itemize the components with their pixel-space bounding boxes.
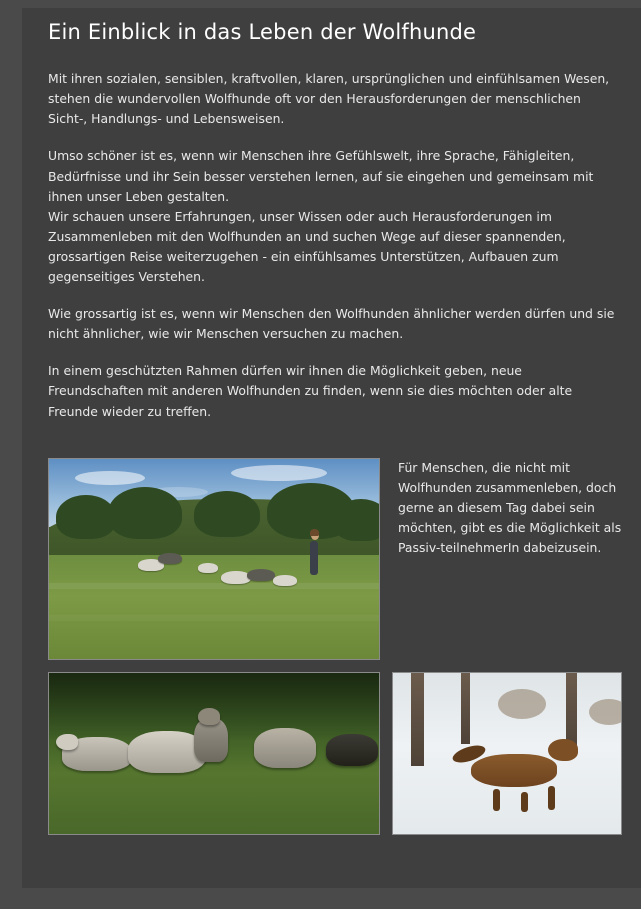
dog-figure xyxy=(273,575,297,586)
article-text-block xyxy=(48,20,618,439)
grass-band xyxy=(49,583,379,589)
dog-figure xyxy=(158,553,182,564)
photo-wolfdog-snow xyxy=(392,672,622,835)
paragraph-1: Mit ihren sozialen, sensiblen, kraftvollen, klaren, ursprünglichen und einfühlsamen Wesen, stehen die wundervollen Wolfhunde oft vor den Herausforderungen der menschlichen Sicht-, Handlungs- und Lebensweisen. xyxy=(48,71,610,127)
dog-figure xyxy=(326,734,378,766)
paragraph-2: Umso schöner ist es, wenn wir Menschen ihre Gefühlswelt, ihre Sprache, Fähigleiten, Bedürfnisse und ihr Sein besser verstehen lernen, auf sie eingehen und gemeinsam mit ihnen unser Leben gestalten. xyxy=(48,148,594,204)
shrub-shape xyxy=(589,699,622,725)
dog-figure xyxy=(471,754,557,787)
sidenote-text: Für Menschen, die nicht mit Wolfhunden zusammenleben, doch gerne an diesem Tag dabei sein möchten, gibt es die Möglichkeit als Passiv-teilnehmerIn dabeizusein. xyxy=(398,460,622,556)
bush-shape xyxy=(56,495,116,539)
dog-figure xyxy=(247,569,275,581)
media-row-bottom xyxy=(48,672,622,836)
person-body xyxy=(310,541,318,575)
cloud-shape xyxy=(231,465,327,481)
media-block xyxy=(48,448,622,836)
bush-shape xyxy=(108,487,182,539)
dog-figure xyxy=(221,571,251,584)
dog-leg xyxy=(548,786,555,810)
photo-wolfdogs-meadow xyxy=(48,458,380,660)
paragraph-5: In einem geschützten Rahmen dürfen wir ihnen die Möglichkeit geben, neue Freundschaften mit anderen Wolfhunden zu finden, wenn sie dies möchten oder alte Freunde wieder zu treffen. xyxy=(48,363,573,419)
grass-band xyxy=(49,615,379,621)
page-title: Ein Einblick in das Leben der Wolfhunde xyxy=(48,20,477,44)
cloud-shape xyxy=(75,471,145,485)
paragraph-4: Wie grossartig ist es, wenn wir Menschen den Wolfhunden ähnlicher werden dürfen und sie nicht ähnlicher, wie wir Menschen versuchen zu machen. xyxy=(48,306,615,342)
shrub-shape xyxy=(498,689,546,719)
dog-head xyxy=(56,734,78,750)
media-row-top xyxy=(48,448,622,660)
dog-head xyxy=(198,708,220,725)
bush-shape xyxy=(333,499,380,541)
photo-wolfdog-pack xyxy=(48,672,380,835)
dog-figure xyxy=(254,728,316,768)
document-page xyxy=(22,8,641,888)
dog-leg xyxy=(521,792,528,812)
dog-figure xyxy=(198,563,218,573)
bush-shape xyxy=(194,491,260,537)
tree-trunk xyxy=(411,673,424,766)
dog-leg xyxy=(493,789,500,811)
paragraph-3: Wir schauen unsere Erfahrungen, unser Wissen oder auch Herausforderungen im Zusammenleben mit den Wolfhunden an und suchen Wege auf dieser spannenden, grossartigen Reise weiterzugehen - ein einfühlsames Unterstützen, Aufbauen zum gegenseitiges Verstehen. xyxy=(48,208,566,285)
dog-head xyxy=(548,739,578,761)
person-hair xyxy=(310,529,319,536)
tree-trunk xyxy=(461,673,470,744)
